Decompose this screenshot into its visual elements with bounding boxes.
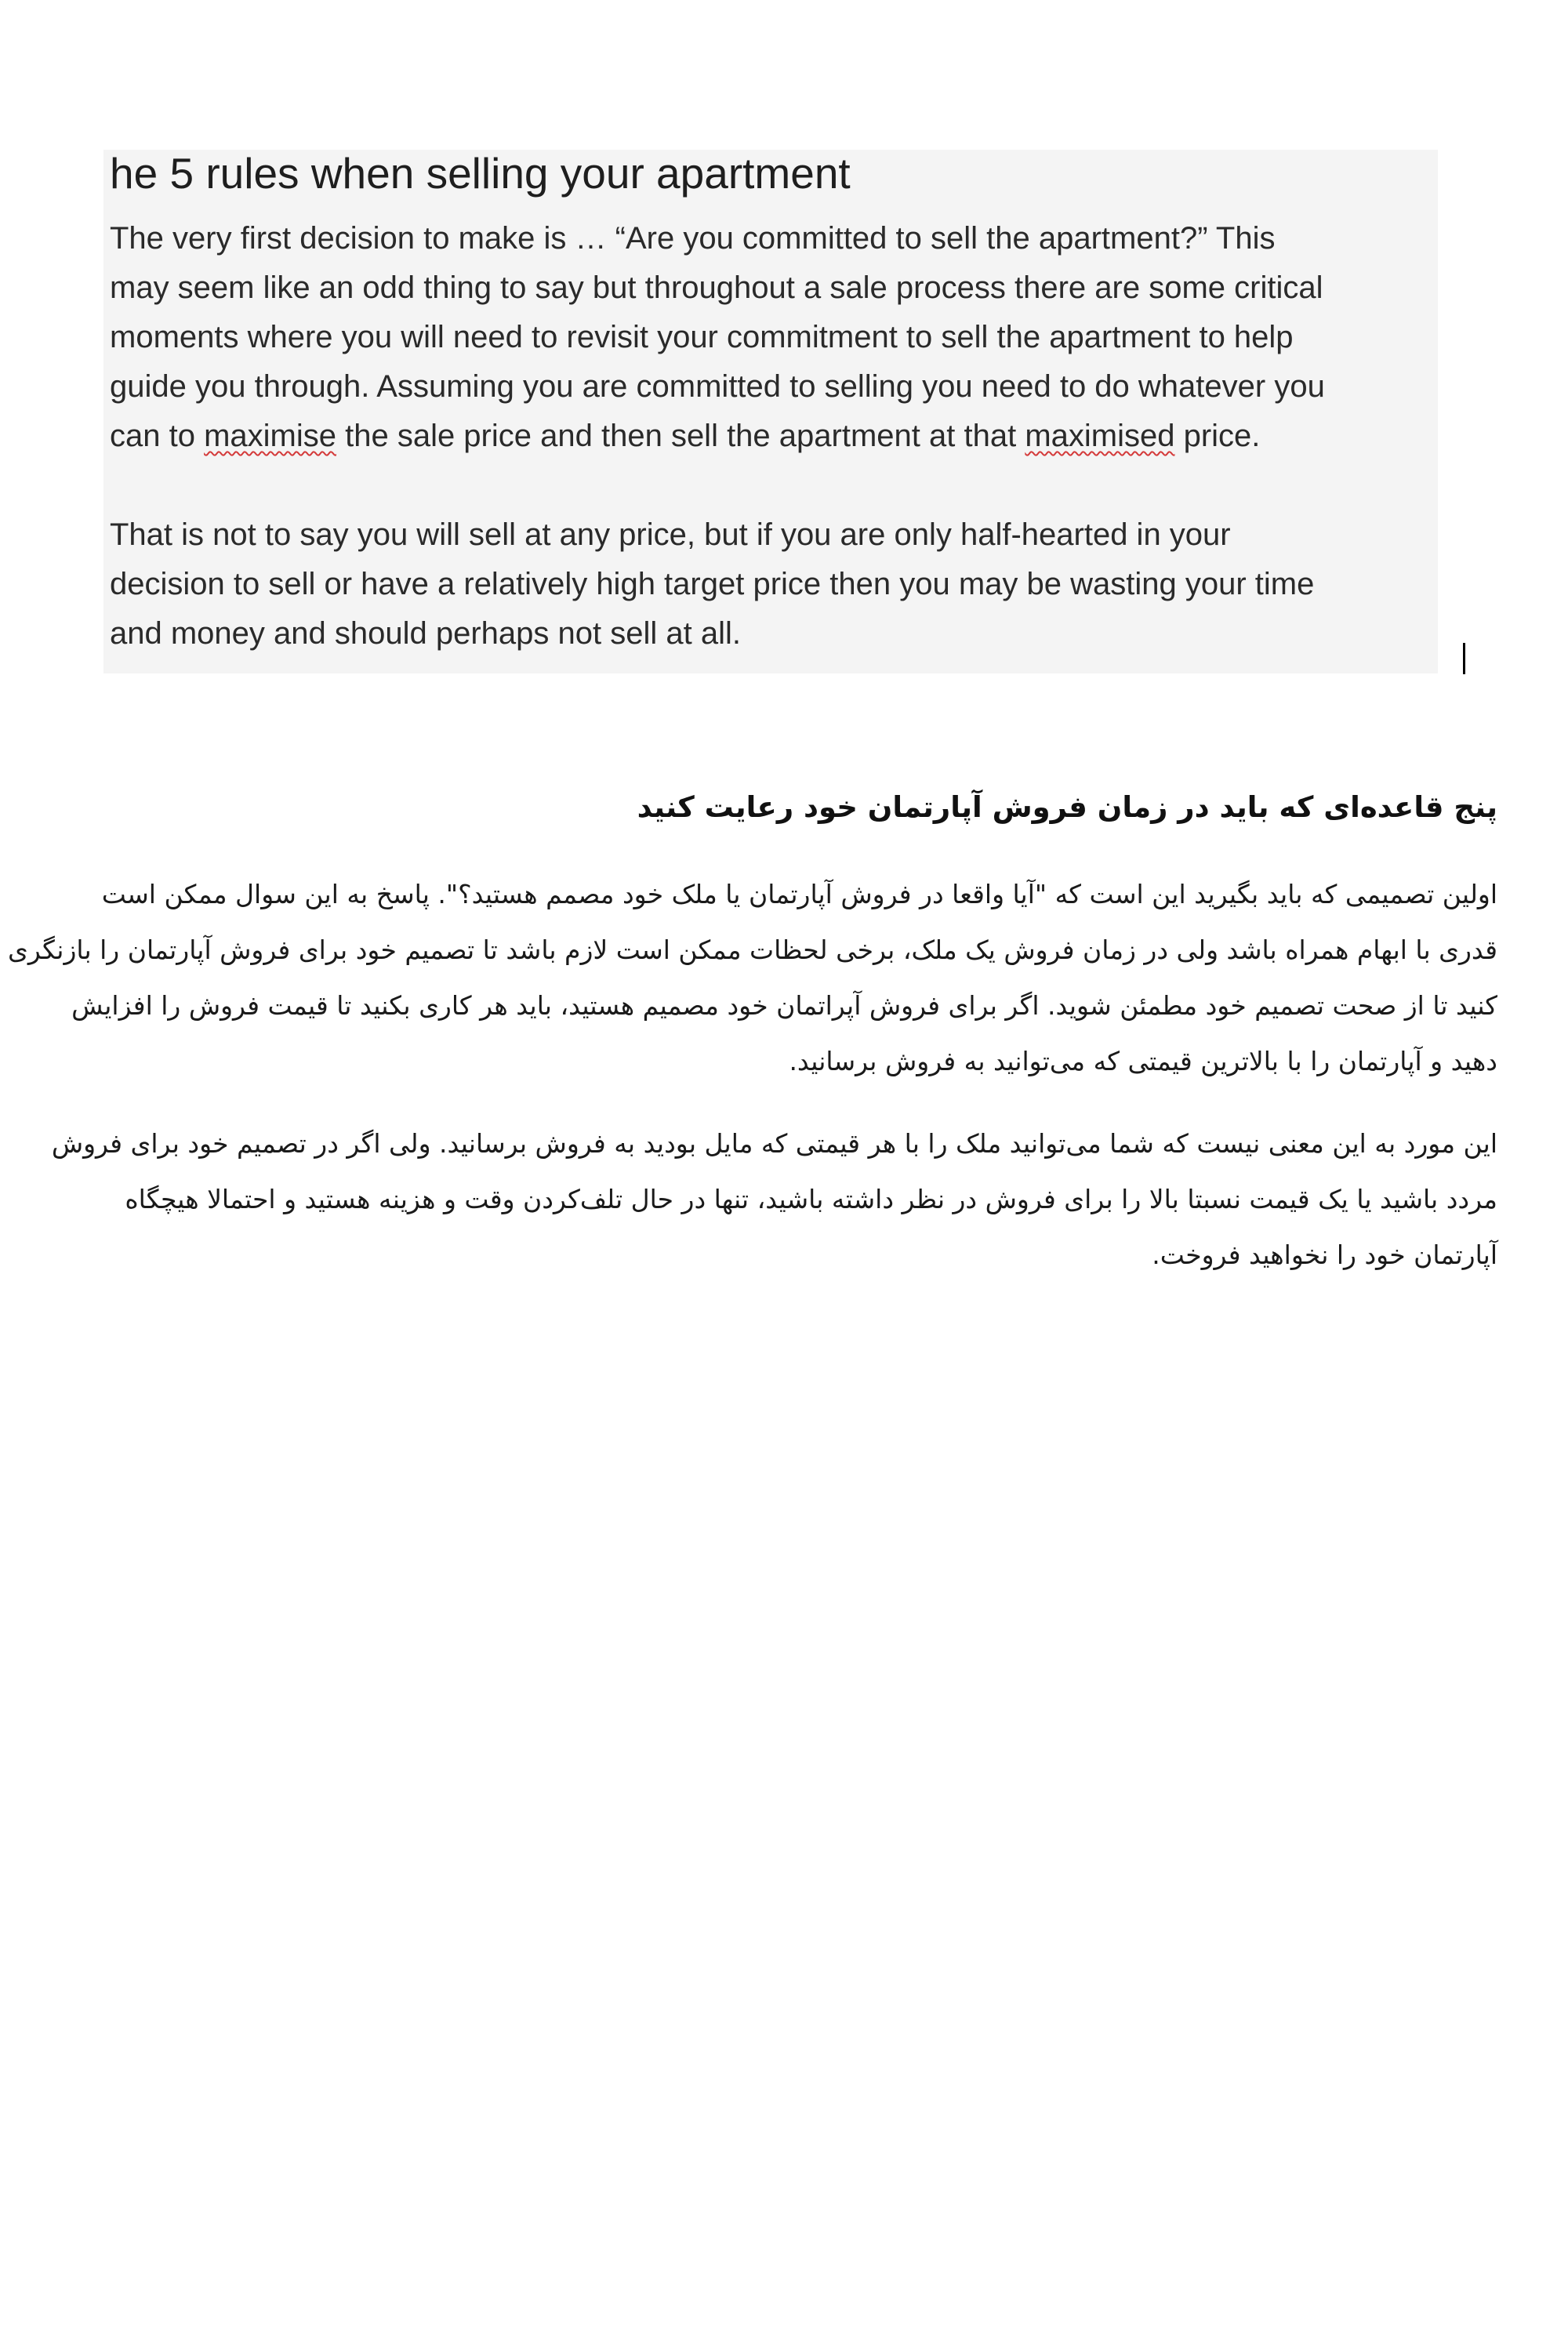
source-title: he 5 rules when selling your apartment [110, 149, 851, 198]
text-segment: the sale price and then sell the apartment at that [336, 419, 1025, 453]
text-segment: price. [1174, 419, 1261, 453]
spelling-flagged-word[interactable]: maximised [1025, 419, 1175, 453]
source-paragraph-1-line-2: may seem like an odd thing to say but throughout a sale process there are some critical [110, 270, 1323, 305]
translation-paragraph-1-line-2: قدری با ابهام همراه باشد ولی در زمان فروش یک ملک، برخی لحظات ممکن است لازم باشد تا تصمیم خود برای فروش آپارتمان را بازنگری [8, 935, 1497, 965]
translation-paragraph-2-line-3: آپارتمان خود را نخواهید فروخت. [1152, 1240, 1497, 1270]
source-paragraph-1 [110, 214, 1325, 461]
translation-paragraph-2-line-2: مردد باشید یا یک قیمت نسبتا بالا را برای فروش در نظر داشته باشید، تنها در حال تلف‌کردن وقت و هزینه هستید و احتمالا هیچگاه [125, 1184, 1497, 1214]
translation-paragraph-2-line-1: این مورد به این معنی نیست که شما می‌توانید ملک را با هر قیمتی که مایل بودید به فروش برسانید. ولی اگر در تصمیم خود برای فروش [51, 1128, 1497, 1159]
translation-paragraph-1-line-3: کنید تا از صحت تصمیم خود مطمئن شوید. اگر برای فروش آپراتمان خود مصمیم هستید، باید هر کاری بکنید تا قیمت فروش را افزایش [71, 990, 1497, 1021]
source-paragraph-1-line-4: guide you through. Assuming you are committed to selling you need to do whatever you [110, 369, 1325, 404]
spelling-flagged-word[interactable]: maximise [204, 419, 336, 453]
translation-paragraph-1-line-4: دهید و آپارتمان را با بالاترین قیمتی که می‌توانید به فروش برسانید. [789, 1046, 1497, 1076]
translation-paragraph-2 [51, 1116, 1497, 1283]
translation-paragraph-1-line-1: اولین تصمیمی که باید بگیرید این است که "آیا واقعا در فروش آپارتمان یا ملک خود مصمم هستید؟". پاسخ به این سوال ممکن است [101, 879, 1497, 909]
source-paragraph-2-line-2: decision to sell or have a relatively high target price then you may be wasting your time [110, 567, 1315, 601]
text-segment: can to [110, 419, 205, 453]
source-paragraph-2 [110, 510, 1314, 659]
source-paragraph-2-line-1: That is not to say you will sell at any price, but if you are only half-hearted in your [110, 517, 1231, 552]
source-paragraph-2-line-3: and money and should perhaps not sell at all. [110, 616, 741, 651]
source-paragraph-1-line-1: The very first decision to make is … “Are you committed to sell the apartment?” This [110, 221, 1276, 256]
translation-title: پنج قاعده‌ای که باید در زمان فروش آپارتمان خود رعایت کنید [637, 790, 1497, 824]
text-cursor [1463, 643, 1465, 674]
translation-paragraph-1 [8, 866, 1497, 1089]
source-paragraph-1-line-3: moments where you will need to revisit your commitment to sell the apartment to help [110, 320, 1294, 354]
source-paragraph-1-line-5 [110, 412, 1325, 461]
